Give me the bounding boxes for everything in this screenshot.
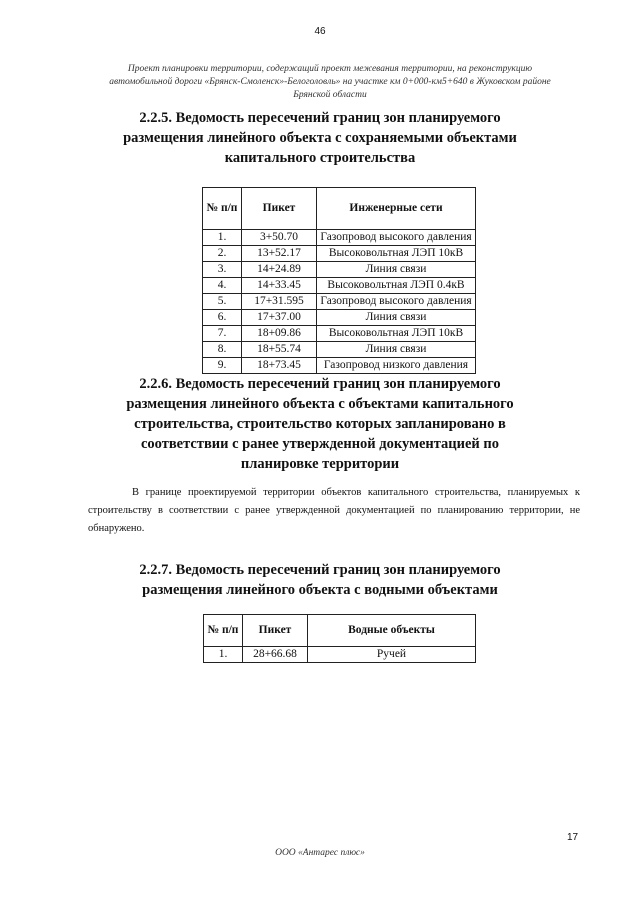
col-header-number: № п/п	[204, 615, 243, 647]
table-cell: 13+52.17	[242, 246, 317, 262]
table-cell: 3+50.70	[242, 230, 317, 246]
table-row	[203, 278, 476, 294]
table-row	[203, 310, 476, 326]
table-cell: 14+24.89	[242, 262, 317, 278]
table-header-row	[204, 615, 476, 647]
title-line: капитального строительства	[224, 150, 416, 166]
section-2-2-6-title	[0, 374, 640, 474]
table-cell: Высоковольтная ЛЭП 0.4кВ	[317, 278, 476, 294]
table-cell: 3.	[203, 262, 242, 278]
table-cell: Газопровод низкого давления	[317, 358, 476, 374]
section-2-2-6-paragraph: В границе проектируемой территории объектов капитального строительства, планируемых к строительству в соответствии с ранее утвержденной документацией по планированию территории, не обнаружено.	[88, 487, 580, 534]
document-header	[80, 63, 580, 102]
table-cell: 17+31.595	[242, 294, 317, 310]
col-header-picket: Пикет	[242, 188, 317, 230]
table-row	[203, 246, 476, 262]
networks-table	[202, 187, 476, 374]
table-row	[203, 262, 476, 278]
title-line: 2.2.6. Ведомость пересечений границ зон планируемого	[139, 376, 501, 392]
section-2-2-7-title	[0, 560, 640, 600]
table-cell: 18+73.45	[242, 358, 317, 374]
header-line: Проект планировки территории, содержащий проект межевания территории, на реконструкцию	[127, 64, 533, 74]
title-line: планировке территории	[240, 456, 400, 472]
section-2-2-5-title	[0, 108, 640, 168]
header-line: автомобильной дороги «Брянск-Смоленск»-Белоголовль» на участке км 0+000-км5+640 в Жуковском районе	[109, 77, 551, 87]
table-row	[204, 647, 476, 663]
table-cell: 4.	[203, 278, 242, 294]
table-cell: Высоковольтная ЛЭП 10кВ	[317, 326, 476, 342]
table-cell: 14+33.45	[242, 278, 317, 294]
table-cell: 17+37.00	[242, 310, 317, 326]
table-cell: 2.	[203, 246, 242, 262]
table-cell: Ручей	[308, 647, 476, 663]
col-header-networks: Инженерные сети	[317, 188, 476, 230]
table-cell: Газопровод высокого давления	[317, 230, 476, 246]
table-header-row	[203, 188, 476, 230]
table-cell: Высоковольтная ЛЭП 10кВ	[317, 246, 476, 262]
table-cell: 18+09.86	[242, 326, 317, 342]
table-cell: Линия связи	[317, 310, 476, 326]
table-cell: 1.	[204, 647, 243, 663]
title-line: размещения линейного объекта с сохраняемыми объектами	[123, 130, 517, 146]
title-line: строительства, строительство которых запланировано в	[134, 416, 506, 432]
page-number-bottom: 17	[567, 832, 579, 843]
title-line: размещения линейного объекта с объектами капитального	[126, 396, 514, 412]
table-row	[203, 342, 476, 358]
table-row	[203, 326, 476, 342]
table-cell: 1.	[203, 230, 242, 246]
table-row	[203, 294, 476, 310]
table-row	[203, 230, 476, 246]
col-header-number: № п/п	[203, 188, 242, 230]
table-cell: Линия связи	[317, 262, 476, 278]
water-objects-table	[203, 614, 476, 663]
document-footer: ООО «Антарес плюс»	[275, 848, 365, 858]
title-line: 2.2.5. Ведомость пересечений границ зон планируемого	[139, 110, 501, 126]
table-cell: Линия связи	[317, 342, 476, 358]
table-row	[203, 358, 476, 374]
title-line: 2.2.7. Ведомость пересечений границ зон планируемого	[139, 562, 501, 578]
table-cell: 9.	[203, 358, 242, 374]
col-header-picket: Пикет	[243, 615, 308, 647]
table-cell: 7.	[203, 326, 242, 342]
title-line: размещения линейного объекта с водными объектами	[142, 582, 498, 598]
page-number-top: 46	[314, 26, 326, 37]
table-cell: 28+66.68	[243, 647, 308, 663]
table-cell: 6.	[203, 310, 242, 326]
table-cell: Газопровод высокого давления	[317, 294, 476, 310]
table-cell: 8.	[203, 342, 242, 358]
title-line: соответствии с ранее утвержденной документацией по	[140, 436, 500, 452]
table-cell: 18+55.74	[242, 342, 317, 358]
header-line: Брянской области	[293, 90, 367, 100]
col-header-water-objects: Водные объекты	[308, 615, 476, 647]
table-cell: 5.	[203, 294, 242, 310]
